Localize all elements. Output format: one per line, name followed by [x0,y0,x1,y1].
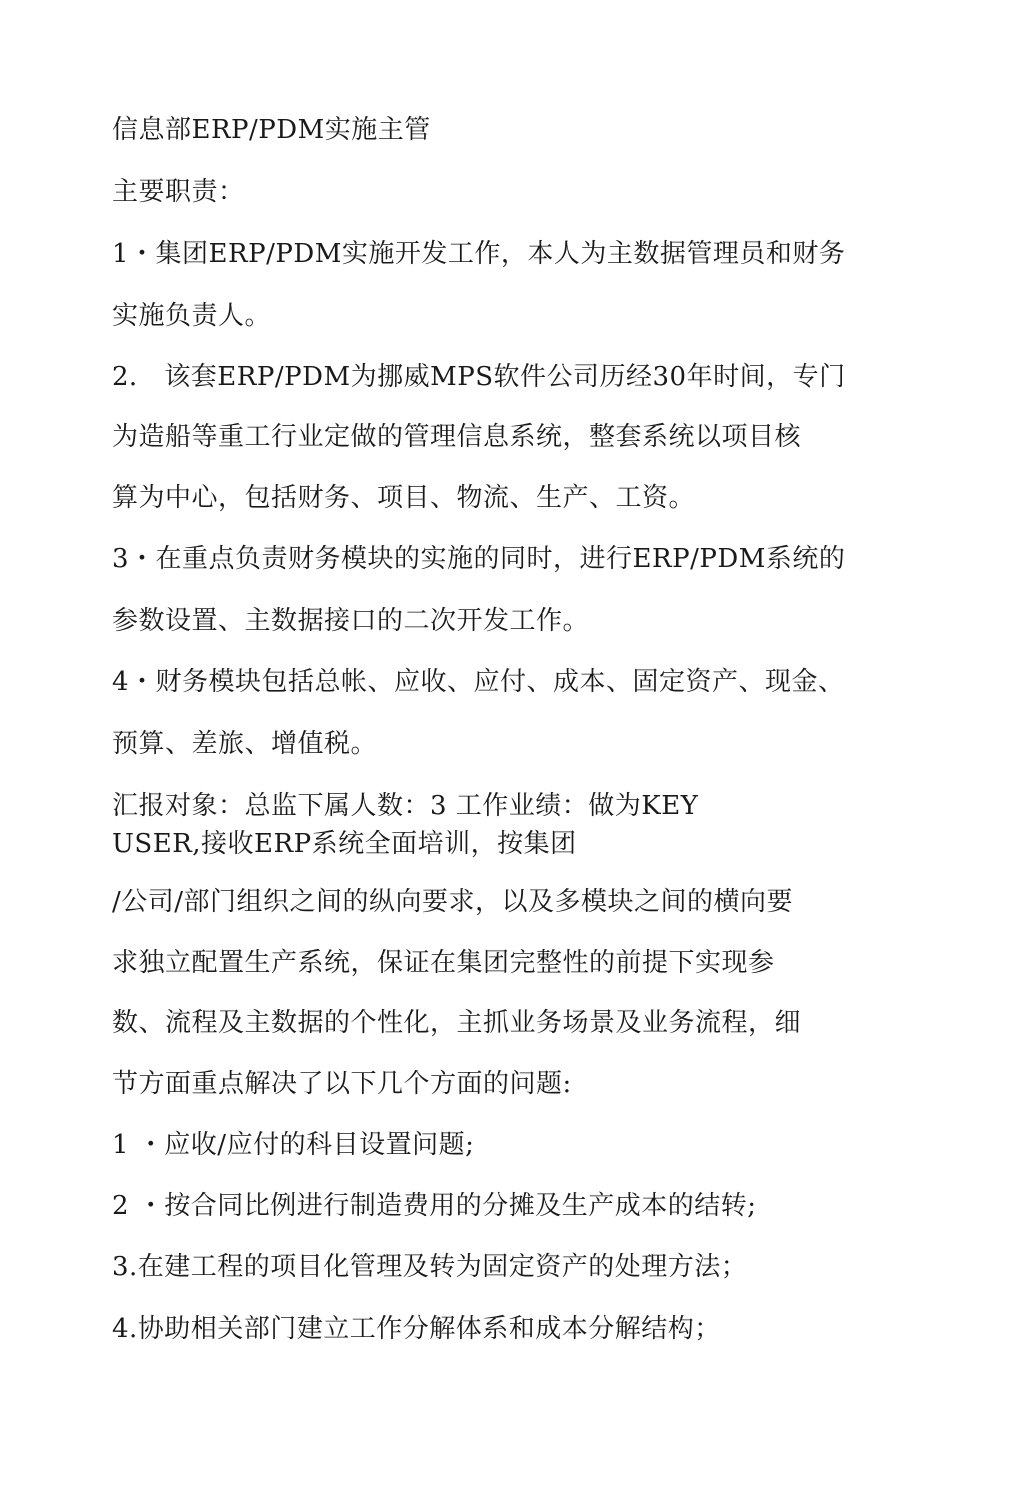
list-item: 4.协助相关部门建立工作分解体系和成本分解结构； [112,1314,721,1344]
text-line: 数、流程及主数据的个性化，主抓业务场景及业务流程，细 [112,1008,802,1038]
text-line: 预算、差旅、增值税。 [112,729,378,759]
text-line: 4・财务模块包括总帐、应收、应付、成本、固定资产、现金、 [112,667,845,697]
text-line: 2． 该套ERP/PDM为挪威MPS软件公司历经30年时间，专门 [112,362,846,392]
document-title: 信息部ERP/PDM实施主管 [112,115,431,145]
list-item: 3.在建工程的项目化管理及转为固定资产的处理方法； [112,1252,748,1282]
text-line: 3・在重点负责财务模块的实施的同时，进行ERP/PDM系统的 [112,544,846,574]
text-line: /公司/部门组织之间的纵向要求，以及多模块之间的横向要 [112,887,794,917]
text-line: 1・集团ERP/PDM实施开发工作，本人为主数据管理员和财务 [112,239,846,269]
list-item: 2 ・按合同比例进行制造费用的分摊及生产成本的结转; [112,1191,757,1221]
text-line: 求独立配置生产系统，保证在集团完整性的前提下实现参 [112,948,775,978]
section-heading: 主要职责： [112,177,245,207]
list-item: 1 ・应收/应付的科目设置问题; [112,1130,475,1160]
text-line: 实施负责人。 [112,301,272,331]
text-line: 节方面重点解决了以下几个方面的问题: [112,1069,572,1099]
text-line: 汇报对象：总监下属人数：3 工作业绩：做为KEY [112,791,699,821]
text-line: USER,接收ERP系统全面培训，按集团 [112,829,577,859]
text-line: 算为中心，包括财务、项目、物流、生产、工资。 [112,483,696,513]
text-line: 参数设置、主数据接口的二次开发工作。 [112,606,590,636]
text-line: 为造船等重工行业定做的管理信息系统，整套系统以项目核 [112,422,802,452]
